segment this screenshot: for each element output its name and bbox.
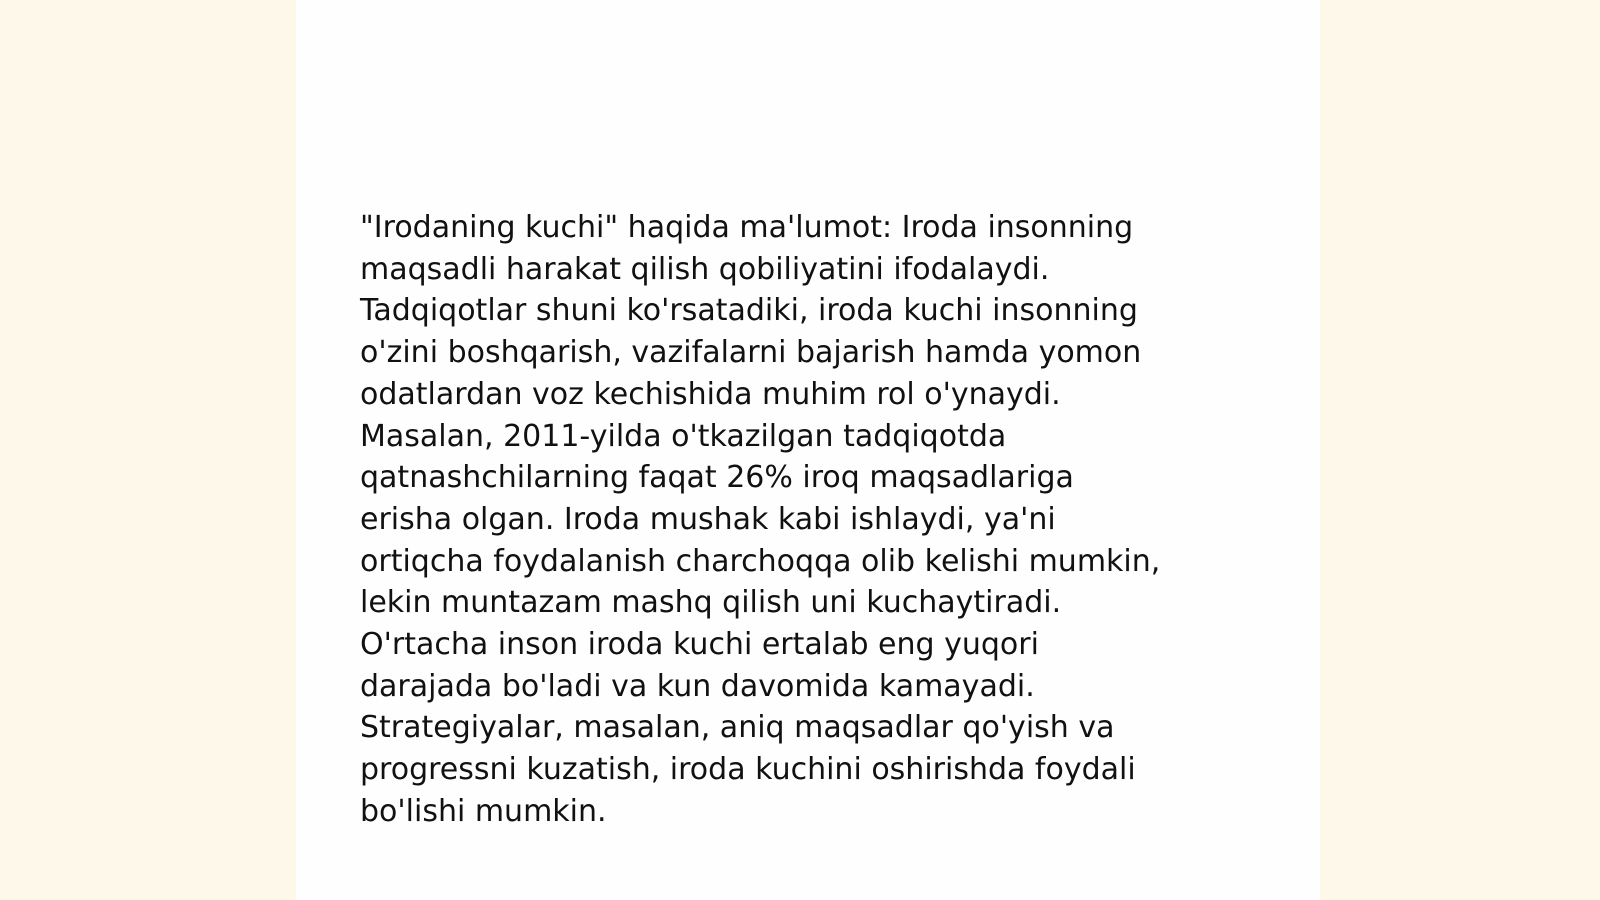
body-text: "Irodaning kuchi" haqida ma'lumot: Iroda insonning maqsadli harakat qilish qobiliyatini ifodalaydi. Tadqiqotlar shuni ko'rsatadiki, iroda kuchi insonning o'zini boshqarish, vazifalarni bajarish hamda yomon odatlardan voz kechishida muhim rol o'ynaydi. Masalan, 2011-yilda o'tkazilgan tadqiqotda qatnashchilarning faqat 26% iroq maqsadlariga erisha olgan. Iroda mushak kabi ishlaydi, ya'ni ortiqcha foydalanish charchoqqa olib kelishi mumkin, lekin muntazam mashq qilish uni kuchaytiradi. O'rtacha inson iroda kuchi ertalab eng yuqori darajada bo'ladi va kun davomida kamayadi. Strategiyalar, masalan, aniq maqsadlar qo'yish va progressni kuzatish, iroda kuchini oshirishda foydali bo'lishi mumkin. xyxy=(360,210,1161,829)
document-page xyxy=(296,0,1320,900)
